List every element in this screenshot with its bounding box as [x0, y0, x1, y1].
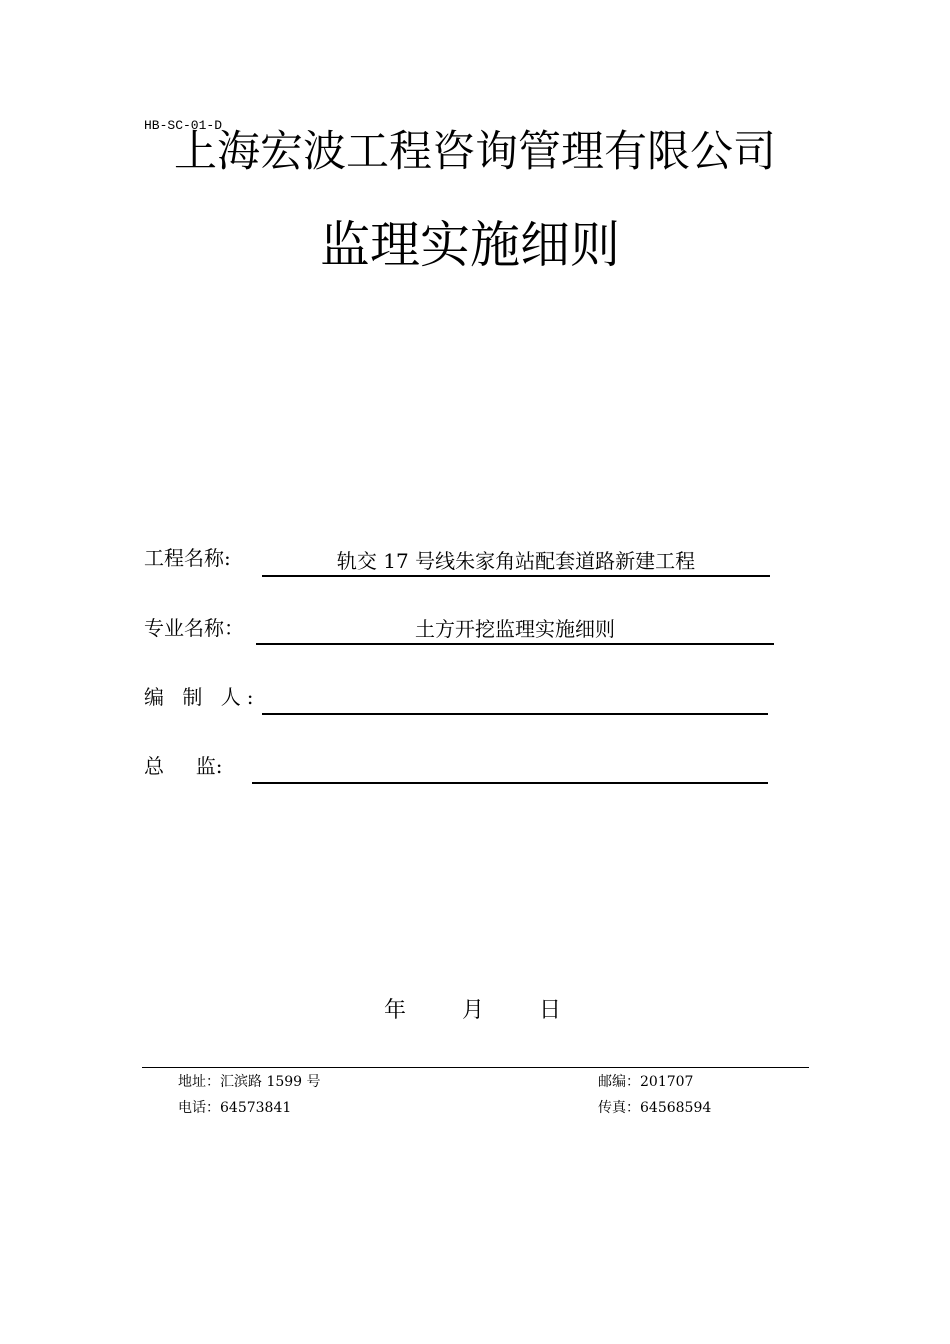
field-compiler — [144, 683, 784, 715]
company-name: 上海宏波工程咨询管理有限公司 — [174, 127, 776, 177]
field-specialty-name — [144, 614, 784, 646]
chief-supervisor-value[interactable] — [252, 754, 768, 784]
date-year: 年 — [384, 998, 407, 1023]
compiler-label: 编 制 人: — [144, 685, 260, 709]
footer-divider — [142, 1067, 809, 1068]
specialty-name-value[interactable]: 土方开挖监理实施细则 — [256, 615, 774, 645]
chief-supervisor-label: 总 监: — [144, 754, 223, 778]
doc-code: HB-SC-01-D — [144, 118, 223, 133]
specialty-name-label: 专业名称： — [144, 616, 244, 640]
footer-address: 地址：汇滨路 1599 号 — [178, 1074, 321, 1090]
footer-fax: 传真：64568594 — [598, 1100, 712, 1116]
project-name-value[interactable]: 轨交 17 号线朱家角站配套道路新建工程 — [262, 547, 770, 577]
footer-postcode: 邮编：201707 — [598, 1074, 694, 1090]
compiler-value[interactable] — [262, 685, 768, 715]
document-title: 监理实施细则 — [320, 216, 620, 274]
field-project-name — [144, 544, 784, 576]
footer-phone: 电话：64573841 — [178, 1100, 292, 1116]
date-month: 月 — [462, 998, 485, 1023]
field-chief-supervisor — [144, 752, 784, 784]
project-name-label: 工程名称: — [144, 546, 231, 570]
date-day: 日 — [539, 998, 562, 1023]
